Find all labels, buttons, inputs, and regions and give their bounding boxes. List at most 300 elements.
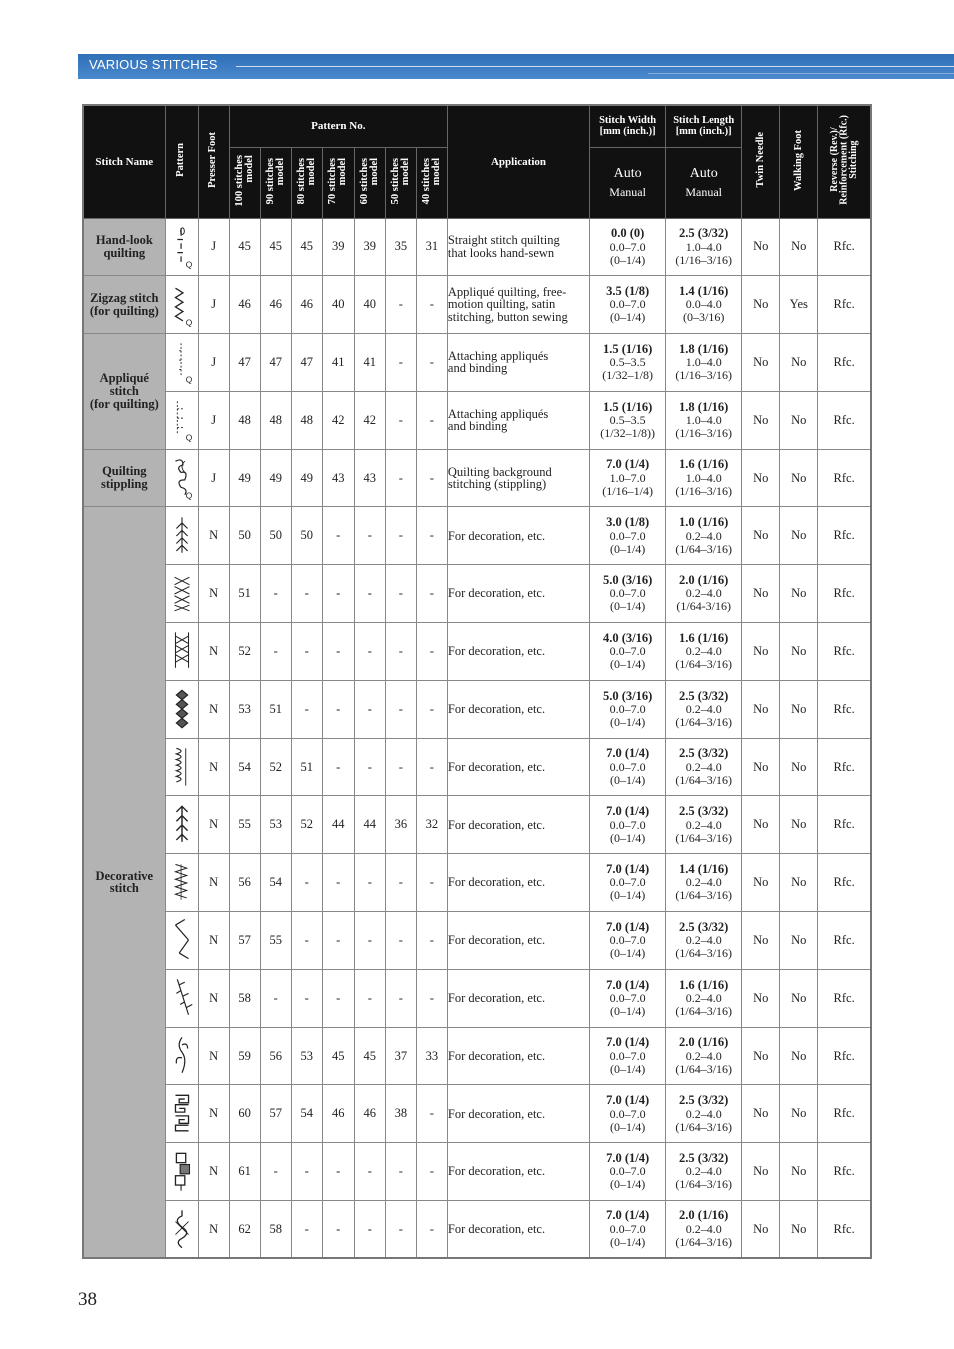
pattern-number-cell: - xyxy=(416,391,447,449)
pattern-number-cell: 51 xyxy=(229,565,260,623)
walking-foot-cell: No xyxy=(780,565,818,623)
reverse-cell: Rfc. xyxy=(818,1027,871,1085)
auto-value: 1.8 (1/16) xyxy=(679,399,729,414)
pattern-number-cell: 48 xyxy=(229,391,260,449)
twin-needle-cell: No xyxy=(742,623,780,681)
walking-foot-cell: Yes xyxy=(780,276,818,334)
pattern-number-cell: 57 xyxy=(229,912,260,970)
pattern-number-cell: 37 xyxy=(385,1027,416,1085)
pattern-number-cell: - xyxy=(385,391,416,449)
reverse-cell: Rfc. xyxy=(818,854,871,912)
pattern-number-cell: - xyxy=(291,854,322,912)
pattern-number-cell: - xyxy=(322,1201,354,1259)
application-cell: For decoration, etc. xyxy=(447,507,589,565)
reverse-cell: Rfc. xyxy=(818,1085,871,1143)
svg-text:Q: Q xyxy=(185,259,192,270)
header-pattern-no: Pattern No. xyxy=(229,105,447,147)
pattern-number-cell: 43 xyxy=(354,449,385,507)
walking-foot-cell: No xyxy=(780,218,818,276)
application-cell: For decoration, etc. xyxy=(447,969,589,1027)
pattern-number-cell: 47 xyxy=(229,334,260,392)
header-pattern: Pattern xyxy=(165,105,198,218)
manual-range-mm: 0.0–7.0 xyxy=(609,702,646,717)
pattern-number-cell: 51 xyxy=(291,738,322,796)
stitch-width-cell xyxy=(590,912,666,970)
manual-range-inch: (1/32–1/8) xyxy=(602,368,653,383)
manual-range-mm: 0.0–7.0 xyxy=(609,933,646,948)
manual-range-inch: (0–3/16) xyxy=(683,310,725,325)
reverse-cell: Rfc. xyxy=(818,912,871,970)
header-reverse: Reverse (Rev.)/ Reinforcement (Rfc.) Stitching xyxy=(818,105,871,218)
stitch-length-cell xyxy=(666,449,742,507)
manual-range-inch: (0–1/4) xyxy=(609,310,646,325)
svg-text:Q: Q xyxy=(185,375,192,386)
reverse-cell: Rfc. xyxy=(818,334,871,392)
pattern-number-cell: 46 xyxy=(260,276,291,334)
stitch-length-cell xyxy=(666,565,742,623)
table-row xyxy=(83,969,871,1027)
pattern-number-cell: - xyxy=(260,623,291,681)
pattern-number-cell: 40 xyxy=(322,276,354,334)
manual-range-inch: (1/16–3/16) xyxy=(675,426,733,441)
auto-value: 7.0 (1/4) xyxy=(606,919,650,934)
reverse-cell: Rfc. xyxy=(818,623,871,681)
pattern-number-cell: - xyxy=(322,969,354,1027)
manual-range-inch: (0–1/4) xyxy=(609,1119,646,1134)
application-cell: For decoration, etc. xyxy=(447,623,589,681)
pattern-number-cell: - xyxy=(354,1201,385,1259)
application-cell: For decoration, etc. xyxy=(447,912,589,970)
stitch-width-cell xyxy=(590,218,666,276)
pattern-cell xyxy=(165,854,198,912)
pattern-number-cell: - xyxy=(291,1201,322,1259)
walking-foot-cell: No xyxy=(780,854,818,912)
reverse-cell: Rfc. xyxy=(818,1201,871,1259)
manual-range-inch: (1/64–3/16) xyxy=(675,1004,733,1018)
pattern-number-cell: - xyxy=(385,912,416,970)
pattern-number-cell: - xyxy=(354,854,385,912)
auto-value: 7.0 (1/4) xyxy=(606,861,650,876)
pattern-cell xyxy=(165,623,198,681)
pattern-number-cell: 52 xyxy=(229,623,260,681)
pattern-number-cell: - xyxy=(416,854,447,912)
manual-range-inch: (0–1/4) xyxy=(609,830,646,845)
stippling-stitch-icon xyxy=(168,454,196,502)
pattern-number-cell: 40 xyxy=(354,276,385,334)
manual-range-mm: 0.2–4.0 xyxy=(685,1106,722,1121)
hand-look-quilting-stitch-icon xyxy=(168,223,196,271)
walking-foot-cell: No xyxy=(780,969,818,1027)
page-number: 38 xyxy=(78,1289,97,1310)
manual-range-inch: (0–1/4) xyxy=(609,599,646,614)
application-cell: For decoration, etc. xyxy=(447,1085,589,1143)
table-row xyxy=(83,738,871,796)
pattern-number-cell: - xyxy=(385,623,416,681)
stitch-length-cell xyxy=(666,1085,742,1143)
pattern-number-cell: 60 xyxy=(229,1085,260,1143)
manual-range-mm: 0.5–3.5 xyxy=(609,355,646,370)
manual-range-mm: 0.0–7.0 xyxy=(609,759,646,774)
header-model-40: 40 stitches model xyxy=(416,147,447,218)
header-stitch-width: Stitch Width [mm (inch.)] xyxy=(590,105,666,147)
stitch-width-cell xyxy=(590,623,666,681)
manual-range-inch: (1/16–3/16) xyxy=(675,252,733,267)
manual-range-inch: (0–1/4) xyxy=(609,1177,646,1192)
twin-needle-cell: No xyxy=(742,565,780,623)
application-cell: For decoration, etc. xyxy=(447,680,589,738)
auto-value: 5.0 (3/16) xyxy=(602,572,653,587)
pattern-number-cell: - xyxy=(322,854,354,912)
auto-value: 1.5 (1/16) xyxy=(602,341,653,356)
manual-range-mm: 0.2–4.0 xyxy=(685,1048,722,1063)
pattern-number-cell: - xyxy=(291,565,322,623)
decorative-branch-stitch-icon xyxy=(168,974,196,1022)
stitch-width-cell xyxy=(590,680,666,738)
walking-foot-cell: No xyxy=(780,796,818,854)
pattern-number-cell: - xyxy=(354,969,385,1027)
pattern-number-cell: - xyxy=(385,449,416,507)
twin-needle-cell: No xyxy=(742,1201,780,1259)
pattern-number-cell: 57 xyxy=(260,1085,291,1143)
stitch-group-name: Decorative stitch xyxy=(83,507,165,1258)
stitch-length-cell xyxy=(666,738,742,796)
manual-label: Manual xyxy=(685,185,723,200)
stitch-length-cell xyxy=(666,1027,742,1085)
reverse-cell: Rfc. xyxy=(818,738,871,796)
pattern-number-cell: 53 xyxy=(229,680,260,738)
pattern-number-cell: - xyxy=(416,1201,447,1259)
table-row xyxy=(83,912,871,970)
pattern-number-cell: 54 xyxy=(260,854,291,912)
decorative-arrow-stitch-icon xyxy=(168,801,196,849)
manual-range-mm: 0.0–7.0 xyxy=(609,1164,646,1179)
table-row xyxy=(83,507,871,565)
manual-range-mm: 1.0–7.0 xyxy=(609,470,646,485)
application-cell: For decoration, etc. xyxy=(447,1143,589,1201)
manual-label: Manual xyxy=(609,185,646,200)
reverse-cell: Rfc. xyxy=(818,218,871,276)
reverse-cell: Rfc. xyxy=(818,276,871,334)
twin-needle-cell: No xyxy=(742,1143,780,1201)
twin-needle-cell: No xyxy=(742,334,780,392)
pattern-number-cell: - xyxy=(354,680,385,738)
pattern-number-cell: 42 xyxy=(322,391,354,449)
pattern-number-cell: 62 xyxy=(229,1201,260,1259)
pattern-number-cell: - xyxy=(322,623,354,681)
table-row xyxy=(83,796,871,854)
header-presser-foot: Presser Foot xyxy=(198,105,229,218)
pattern-cell xyxy=(165,507,198,565)
application-cell: For decoration, etc. xyxy=(447,854,589,912)
manual-range-mm: 0.0–4.0 xyxy=(685,297,722,312)
manual-range-mm: 0.0–7.0 xyxy=(609,528,646,543)
auto-value: 7.0 (1/4) xyxy=(606,746,650,761)
application-cell: For decoration, etc. xyxy=(447,796,589,854)
table-row xyxy=(83,391,871,449)
pattern-number-cell: 39 xyxy=(322,218,354,276)
presser-foot-cell: J xyxy=(198,449,229,507)
header-model-90: 90 stitches model xyxy=(260,147,291,218)
decorative-vine-stitch-icon xyxy=(168,1032,196,1080)
svg-text:Q: Q xyxy=(185,490,192,501)
pattern-number-cell: 43 xyxy=(322,449,354,507)
presser-foot-cell: N xyxy=(198,738,229,796)
pattern-number-cell: - xyxy=(291,623,322,681)
presser-foot-cell: N xyxy=(198,1027,229,1085)
reverse-cell: Rfc. xyxy=(818,449,871,507)
stitch-group-name: Appliqué stitch (for quilting) xyxy=(83,334,165,450)
auto-value: 1.4 (1/16) xyxy=(679,283,729,298)
decorative-ladder-stitch-icon xyxy=(168,627,196,675)
stitch-length-cell xyxy=(666,680,742,738)
pattern-number-cell: 49 xyxy=(260,449,291,507)
pattern-number-cell: - xyxy=(385,565,416,623)
pattern-number-cell: - xyxy=(416,738,447,796)
manual-range-mm: 0.5–3.5 xyxy=(609,413,646,428)
pattern-number-cell: 46 xyxy=(229,276,260,334)
walking-foot-cell: No xyxy=(780,738,818,796)
auto-value: 2.0 (1/16) xyxy=(679,1035,729,1050)
auto-value: 1.6 (1/16) xyxy=(679,977,729,992)
pattern-number-cell: 54 xyxy=(229,738,260,796)
pattern-number-cell: 39 xyxy=(354,218,385,276)
walking-foot-cell: No xyxy=(780,680,818,738)
pattern-number-cell: 53 xyxy=(291,1027,322,1085)
applique-stitch-b-icon xyxy=(168,396,196,444)
stitch-width-cell xyxy=(590,738,666,796)
auto-value: 1.4 (1/16) xyxy=(679,861,729,876)
pattern-number-cell: - xyxy=(291,1143,322,1201)
pattern-number-cell: 33 xyxy=(416,1027,447,1085)
pattern-number-cell: - xyxy=(385,854,416,912)
pattern-number-cell: - xyxy=(416,969,447,1027)
auto-value: 0.0 (0) xyxy=(610,226,645,241)
pattern-number-cell: - xyxy=(260,565,291,623)
auto-value: 1.8 (1/16) xyxy=(679,341,729,356)
pattern-number-cell: - xyxy=(416,680,447,738)
stitch-group-name: Quilting stippling xyxy=(83,449,165,507)
pattern-number-cell: 58 xyxy=(229,969,260,1027)
table-row xyxy=(83,1201,871,1259)
auto-value: 3.5 (1/8) xyxy=(606,283,650,298)
presser-foot-cell: N xyxy=(198,796,229,854)
stitch-length-cell xyxy=(666,391,742,449)
stitch-width-cell xyxy=(590,854,666,912)
pattern-number-cell: 55 xyxy=(229,796,260,854)
walking-foot-cell: No xyxy=(780,1201,818,1259)
manual-range-mm: 0.0–7.0 xyxy=(609,1048,646,1063)
auto-value: 2.5 (3/32) xyxy=(679,226,729,241)
twin-needle-cell: No xyxy=(742,738,780,796)
stitch-width-cell xyxy=(590,276,666,334)
twin-needle-cell: No xyxy=(742,796,780,854)
application-cell: For decoration, etc. xyxy=(447,738,589,796)
table-row xyxy=(83,1027,871,1085)
decorative-angle-stitch-icon xyxy=(168,916,196,964)
manual-range-mm: 1.0–4.0 xyxy=(685,239,722,254)
pattern-number-cell: - xyxy=(416,912,447,970)
stitch-width-cell xyxy=(590,969,666,1027)
walking-foot-cell: No xyxy=(780,623,818,681)
pattern-number-cell: - xyxy=(416,276,447,334)
manual-range-mm: 0.2–4.0 xyxy=(685,933,722,948)
pattern-number-cell: 55 xyxy=(260,912,291,970)
table-row xyxy=(83,449,871,507)
pattern-number-cell: - xyxy=(322,565,354,623)
walking-foot-cell: No xyxy=(780,1143,818,1201)
pattern-number-cell: - xyxy=(385,334,416,392)
decorative-cross-stitch-icon xyxy=(168,570,196,618)
pattern-cell xyxy=(165,1143,198,1201)
manual-range-mm: 0.2–4.0 xyxy=(685,586,722,601)
pattern-number-cell: 52 xyxy=(260,738,291,796)
stitch-width-cell xyxy=(590,334,666,392)
pattern-cell xyxy=(165,449,198,507)
twin-needle-cell: No xyxy=(742,218,780,276)
pattern-cell xyxy=(165,565,198,623)
pattern-number-cell: 58 xyxy=(260,1201,291,1259)
presser-foot-cell: N xyxy=(198,623,229,681)
manual-range-mm: 0.2–4.0 xyxy=(685,1164,722,1179)
twin-needle-cell: No xyxy=(742,854,780,912)
pattern-number-cell: - xyxy=(322,507,354,565)
header-model-60: 60 stitches model xyxy=(354,147,385,218)
walking-foot-cell: No xyxy=(780,391,818,449)
header-length-auto-manual xyxy=(666,147,742,218)
pattern-number-cell: - xyxy=(416,565,447,623)
auto-value: 7.0 (1/4) xyxy=(606,1093,650,1108)
auto-value: 7.0 (1/4) xyxy=(606,804,650,819)
section-title: VARIOUS STITCHES xyxy=(89,57,218,72)
application-cell: Quilting background stitching (stippling) xyxy=(447,449,589,507)
header-model-70: 70 stitches model xyxy=(322,147,354,218)
pattern-number-cell: 46 xyxy=(291,276,322,334)
svg-text:Q: Q xyxy=(185,317,192,328)
walking-foot-cell: No xyxy=(780,449,818,507)
pattern-number-cell: 59 xyxy=(229,1027,260,1085)
manual-range-mm: 0.2–4.0 xyxy=(685,1221,722,1236)
pattern-number-cell: - xyxy=(354,623,385,681)
presser-foot-cell: N xyxy=(198,507,229,565)
pattern-number-cell: - xyxy=(291,680,322,738)
twin-needle-cell: No xyxy=(742,912,780,970)
manual-range-inch: (0–1/4) xyxy=(609,1004,646,1018)
pattern-number-cell: 54 xyxy=(291,1085,322,1143)
stitch-length-cell xyxy=(666,276,742,334)
decorative-greek-key-stitch-icon xyxy=(168,1090,196,1138)
application-cell: For decoration, etc. xyxy=(447,1201,589,1259)
pattern-number-cell: - xyxy=(354,1143,385,1201)
presser-foot-cell: N xyxy=(198,680,229,738)
pattern-number-cell: - xyxy=(354,912,385,970)
decorative-loop-stitch-icon xyxy=(168,1205,196,1253)
pattern-number-cell: 50 xyxy=(260,507,291,565)
auto-value: 5.0 (3/16) xyxy=(602,688,653,703)
banner-rule-secondary xyxy=(648,73,954,74)
pattern-number-cell: 45 xyxy=(229,218,260,276)
presser-foot-cell: N xyxy=(198,854,229,912)
decorative-diamond-stitch-icon xyxy=(168,685,196,733)
pattern-number-cell: - xyxy=(416,334,447,392)
pattern-number-cell: 53 xyxy=(260,796,291,854)
walking-foot-cell: No xyxy=(780,334,818,392)
reverse-cell: Rfc. xyxy=(818,391,871,449)
auto-label: Auto xyxy=(689,165,718,181)
presser-foot-cell: N xyxy=(198,1143,229,1201)
header-width-auto-manual xyxy=(590,147,666,218)
auto-value: 7.0 (1/4) xyxy=(606,1208,650,1223)
stitch-width-cell xyxy=(590,449,666,507)
auto-value: 1.6 (1/16) xyxy=(679,630,729,645)
twin-needle-cell: No xyxy=(742,391,780,449)
manual-range-mm: 0.0–7.0 xyxy=(609,586,646,601)
pattern-number-cell: - xyxy=(354,738,385,796)
pattern-number-cell: 45 xyxy=(291,218,322,276)
pattern-number-cell: 48 xyxy=(260,391,291,449)
pattern-number-cell: 50 xyxy=(291,507,322,565)
pattern-number-cell: 49 xyxy=(291,449,322,507)
manual-range-inch: (1/64–3/16) xyxy=(675,772,733,787)
pattern-number-cell: - xyxy=(260,969,291,1027)
pattern-number-cell: 35 xyxy=(385,218,416,276)
stitch-length-cell xyxy=(666,507,742,565)
pattern-cell xyxy=(165,391,198,449)
manual-range-mm: 0.2–4.0 xyxy=(685,759,722,774)
presser-foot-cell: N xyxy=(198,565,229,623)
twin-needle-cell: No xyxy=(742,1027,780,1085)
pattern-number-cell: - xyxy=(385,680,416,738)
pattern-number-cell: 46 xyxy=(354,1085,385,1143)
pattern-number-cell: - xyxy=(260,1143,291,1201)
pattern-number-cell: 48 xyxy=(291,391,322,449)
pattern-cell xyxy=(165,1201,198,1259)
manual-range-inch: (1/64–3/16) xyxy=(675,715,733,730)
pattern-number-cell: - xyxy=(322,912,354,970)
pattern-number-cell: - xyxy=(322,1143,354,1201)
zigzag-quilting-stitch-icon xyxy=(168,281,196,329)
svg-text:Q: Q xyxy=(185,432,192,443)
pattern-cell xyxy=(165,1027,198,1085)
table-row xyxy=(83,334,871,392)
manual-range-inch: (0–1/4) xyxy=(609,1061,646,1076)
pattern-number-cell: 47 xyxy=(260,334,291,392)
pattern-number-cell: 51 xyxy=(260,680,291,738)
pattern-number-cell: - xyxy=(416,623,447,681)
manual-range-inch: (1/64-3/16) xyxy=(676,599,732,614)
manual-range-mm: 0.0–7.0 xyxy=(609,817,646,832)
walking-foot-cell: No xyxy=(780,1085,818,1143)
manual-range-inch: (1/64–3/16) xyxy=(675,888,733,903)
pattern-number-cell: - xyxy=(385,1143,416,1201)
auto-value: 2.5 (3/32) xyxy=(679,1093,729,1108)
twin-needle-cell: No xyxy=(742,969,780,1027)
auto-value: 2.5 (3/32) xyxy=(679,919,729,934)
reverse-cell: Rfc. xyxy=(818,565,871,623)
decorative-feather-stitch-icon xyxy=(168,512,196,560)
pattern-number-cell: 41 xyxy=(354,334,385,392)
pattern-number-cell: 44 xyxy=(322,796,354,854)
manual-range-mm: 0.0–7.0 xyxy=(609,1106,646,1121)
pattern-number-cell: 45 xyxy=(322,1027,354,1085)
pattern-number-cell: - xyxy=(385,276,416,334)
manual-range-mm: 0.0–7.0 xyxy=(609,991,646,1006)
reverse-cell: Rfc. xyxy=(818,969,871,1027)
stitch-length-cell xyxy=(666,1201,742,1259)
auto-value: 7.0 (1/4) xyxy=(606,977,650,992)
application-cell: For decoration, etc. xyxy=(447,1027,589,1085)
banner-rule xyxy=(236,66,954,67)
manual-range-inch: (1/64–3/16) xyxy=(675,1119,733,1134)
